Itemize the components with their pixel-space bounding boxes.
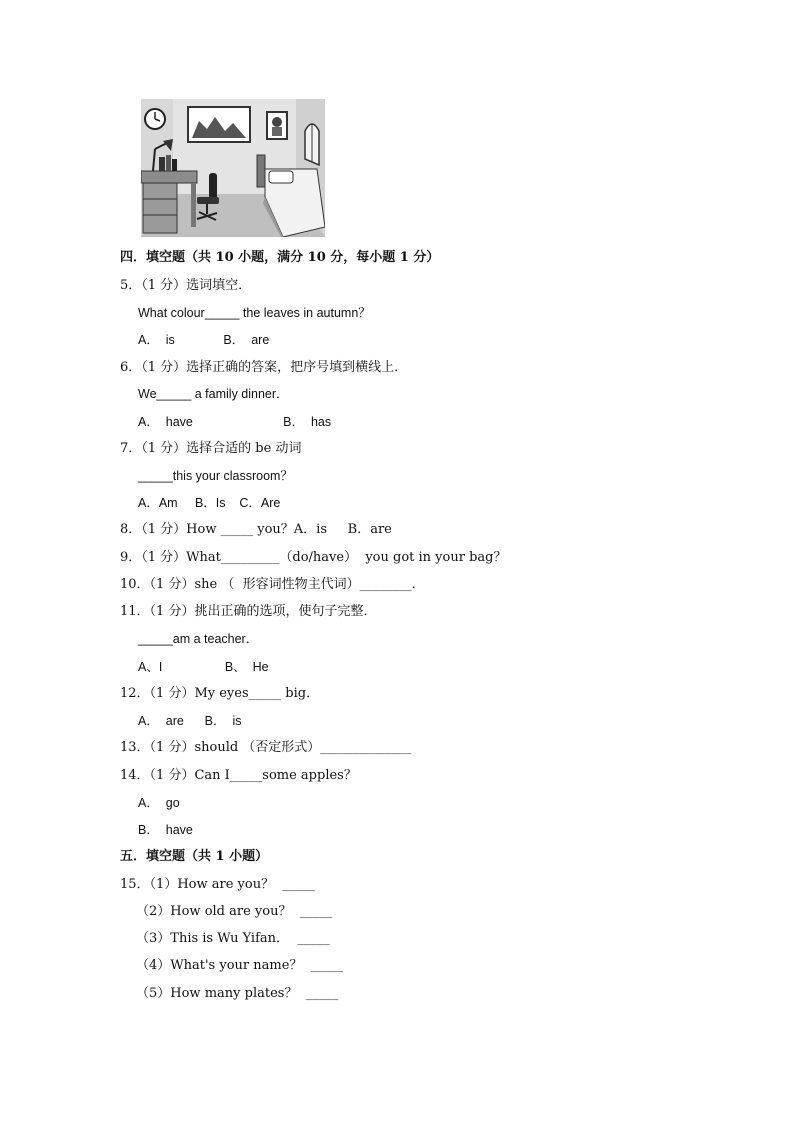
q14-option-b: B． have xyxy=(138,823,193,837)
q11-stem: 11．（1 分）挑出正确的选项，使句子完整． xyxy=(120,604,377,619)
q10-stem: 10．（1 分）she （ 形容词性物主代词）________． xyxy=(120,577,425,592)
q13-stem: 13．（1 分）should （否定形式）______________ xyxy=(120,740,412,755)
q6-stem: 6．（1 分）选择正确的答案，把序号填到横线上． xyxy=(120,360,408,375)
q14-option-a: A． go xyxy=(138,796,180,810)
q11-sentence: _____am a teacher． xyxy=(138,632,259,646)
q7-options: A．Am B．Is C．Are xyxy=(138,496,281,510)
q15-part-2: （2）How old are you？ _____ xyxy=(136,904,333,919)
q8-stem: 8．（1 分）How _____ you？A．is B．are xyxy=(120,522,392,537)
q14-stem: 14．（1 分）Can I_____some apples？ xyxy=(120,768,357,783)
q6-sentence: We_____ a family dinner． xyxy=(138,387,289,401)
q7-sentence: _____this your classroom？ xyxy=(138,469,293,483)
q15-part-4: （4）What's your name？ _____ xyxy=(136,958,344,973)
bedroom-illustration xyxy=(141,99,325,237)
q6-options: A． have B． has xyxy=(138,415,332,429)
q15-part-1: 15．（1）How are you？ _____ xyxy=(120,877,315,892)
q15-part-3: （3）This is Wu Yifan． _____ xyxy=(136,931,330,946)
section-5-heading: 五．填空题（共 1 小题） xyxy=(120,849,269,864)
q11-options: A、I B、 He xyxy=(138,660,269,674)
q12-options: A． are B． is xyxy=(138,714,242,728)
q5-stem: 5．（1 分）选词填空． xyxy=(120,278,252,293)
q7-stem: 7．（1 分）选择合适的 be 动词 xyxy=(120,441,302,456)
q12-stem: 12．（1 分）My eyes_____ big． xyxy=(120,686,320,701)
q9-stem: 9．（1 分）What_________（do/have） you got in your bag？ xyxy=(120,550,507,565)
q5-options: A． is B． are xyxy=(138,333,270,347)
q5-sentence: What colour_____ the leaves in autumn？ xyxy=(138,306,371,320)
section-4-heading: 四．填空题（共 10 小题，满分 10 分，每小题 1 分） xyxy=(120,250,440,265)
q15-part-5: （5）How many plates？ _____ xyxy=(136,986,339,1001)
